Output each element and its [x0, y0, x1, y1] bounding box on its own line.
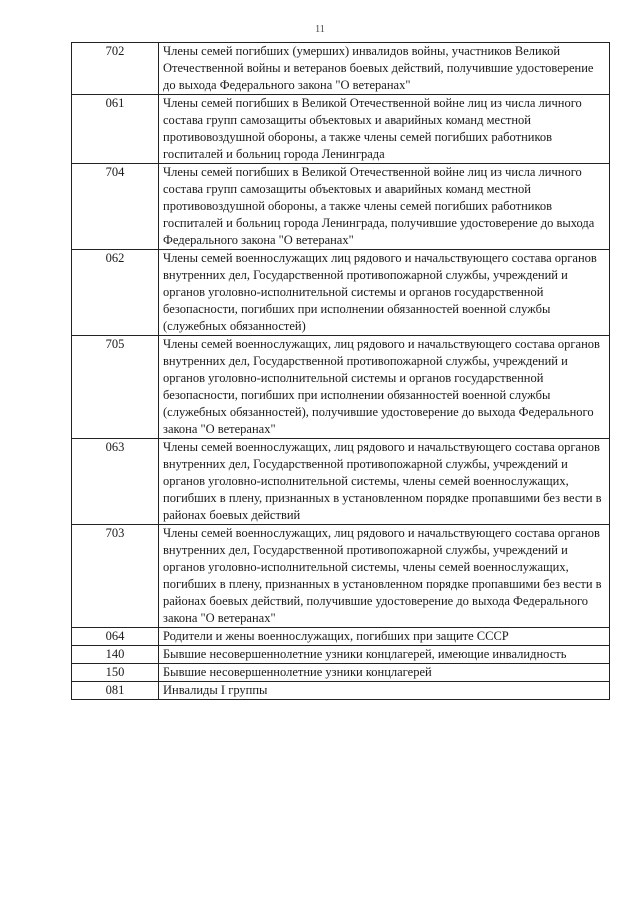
- row-code: 150: [72, 664, 159, 682]
- table-row: [72, 682, 610, 700]
- row-description: Члены семей военнослужащих лиц рядового и начальствующего состава органов внутренних дел, Государственной противопожарной службы, учреждений и органов уголовно-исполнительной системы и органов государственной безопасности, погибших при исполнении обязанностей военной службы (служебных обязанностей): [159, 250, 610, 336]
- table-row: [72, 628, 610, 646]
- row-description: Члены семей погибших в Великой Отечественной войне лиц из числа личного состава групп самозащиты объектовых и аварийных команд местной противовоздушной обороны, а также члены семей погибших работников госпиталей и больниц города Ленинграда, получившие удостоверение до выхода Федерального закона "О ветеранах": [159, 164, 610, 250]
- row-code: 081: [72, 682, 159, 700]
- row-description: Члены семей погибших (умерших) инвалидов войны, участников Великой Отечественной войны и ветеранов боевых действий, получившие удостоверение до выхода Федерального закона "О ветеранах": [159, 43, 610, 95]
- row-code: 704: [72, 164, 159, 250]
- table-row: [72, 664, 610, 682]
- row-description: Члены семей военнослужащих, лиц рядового и начальствующего состава органов внутренних дел, Государственной противопожарной службы, учреждений и органов уголовно-исполнительной системы, члены семей военнослужащих, погибших в плену, признанных в установленном порядке пропавшими без вести в районах боевых действий: [159, 439, 610, 525]
- table-row: [72, 250, 610, 336]
- row-code: 064: [72, 628, 159, 646]
- row-code: 140: [72, 646, 159, 664]
- row-description: Бывшие несовершеннолетние узники концлагерей, имеющие инвалидность: [159, 646, 610, 664]
- row-description: Члены семей военнослужащих, лиц рядового и начальствующего состава органов внутренних дел, Государственной противопожарной службы, учреждений и органов уголовно-исполнительной системы, члены семей военнослужащих, погибших в плену, признанных в установленном порядке пропавшими без вести в районах боевых действий, получившие удостоверение до выхода Федерального закона "О ветеранах": [159, 525, 610, 628]
- row-code: 063: [72, 439, 159, 525]
- table-row: [72, 164, 610, 250]
- row-description: Члены семей военнослужащих, лиц рядового и начальствующего состава органов внутренних дел, Государственной противопожарной службы, учреждений и органов уголовно-исполнительной системы и органов государственной безопасности, погибших при исполнении обязанностей военной службы (служебных обязанностей), получившие удостоверение до выхода Федерального закона "О ветеранах": [159, 336, 610, 439]
- row-description: Члены семей погибших в Великой Отечественной войне лиц из числа личного состава групп самозащиты объектовых и аварийных команд местной противовоздушной обороны, а также члены семей погибших работников госпиталей и больниц города Ленинграда: [159, 95, 610, 164]
- row-code: 702: [72, 43, 159, 95]
- table-row: [72, 336, 610, 439]
- table-row: [72, 95, 610, 164]
- row-code: 061: [72, 95, 159, 164]
- row-description: Бывшие несовершеннолетние узники концлагерей: [159, 664, 610, 682]
- row-description: Родители и жены военнослужащих, погибших при защите СССР: [159, 628, 610, 646]
- table-row: [72, 439, 610, 525]
- row-code: 705: [72, 336, 159, 439]
- table-row: [72, 525, 610, 628]
- row-code: 062: [72, 250, 159, 336]
- table-row: [72, 646, 610, 664]
- benefit-codes-table: [71, 42, 610, 700]
- page-number: 11: [315, 24, 325, 35]
- table-row: [72, 43, 610, 95]
- row-description: Инвалиды I группы: [159, 682, 610, 700]
- row-code: 703: [72, 525, 159, 628]
